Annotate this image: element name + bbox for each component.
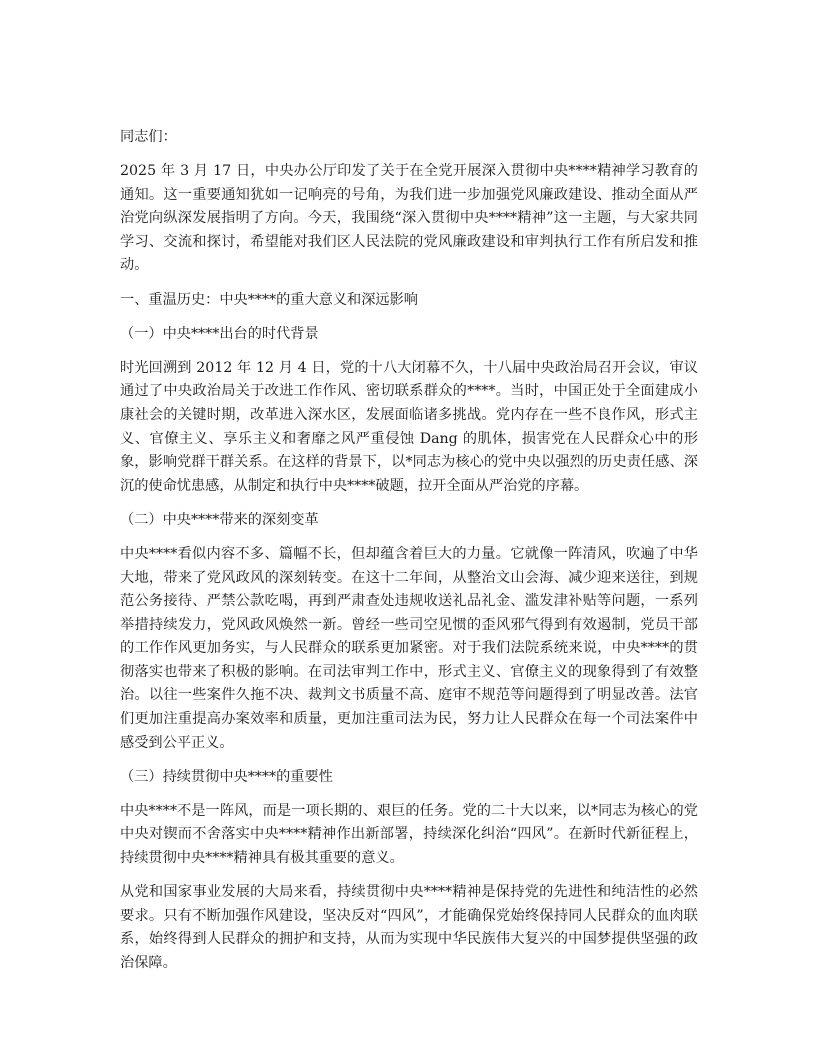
- section-heading-1: 一、重温历史：中央****的重大意义和深远影响: [120, 291, 418, 308]
- document-body: [120, 126, 698, 986]
- paragraph-importance-1: 中央****不是一阵风，而是一项长期的、艰巨的任务。党的二十大以来，以*同志为核心的党中央对锲而不舍落实中央****精神作出新部署，持续深化纠治“四风”。在新时代新征程上，持续贯彻中央****精神具有极其重要的意义。: [120, 802, 698, 867]
- subsection-heading-1: （一）中央****出台的时代背景: [120, 325, 319, 342]
- paragraph-changes: 中央****看似内容不多、篇幅不长，但却蕴含着巨大的力量。它就像一阵清风，吹遍了中华大地，带来了党风政风的深刻转变。在这十二年间，从整治文山会海、减少迎来送往，到规范公务接待、严禁公款吃喝，再到严肃查处违规收送礼品礼金、滥发津补贴等问题，一系列举措持续发力，党风政风焕然一新。曾经一些司空见惯的歪风邪气得到有效遏制，党员干部的工作作风更加务实，与人民群众的联系更加紧密。对于我们法院系统来说，中央****的贯彻落实也带来了积极的影响。在司法审判工作中，形式主义、官僚主义的现象得到了有效整治。以往一些案件久拖不决、裁判文书质量不高、庭审不规范等问题得到了明显改善。法官们更加注重提高办案效率和质量，更加注重司法为民，努力让人民群众在每一个司法案件中感受到公平正义。: [120, 545, 698, 751]
- salutation: 同志们：: [120, 129, 177, 145]
- paragraph-importance-2: 从党和国家事业发展的大局来看，持续贯彻中央****精神是保持党的先进性和纯洁性的必然要求。只有不断加强作风建设，坚决反对“四风”，才能确保党始终保持同人民群众的血肉联系，始终得到人民群众的拥护和支持，从而为实现中华民族伟大复兴的中国梦提供坚强的政治保障。: [120, 884, 698, 971]
- paragraph-background: 时光回溯到 2012 年 12 月 4 日，党的十八大闭幕不久，十八届中央政治局召开会议，审议通过了中央政治局关于改进工作作风、密切联系群众的****。当时，中国正处于全面建成小康社会的关键时期，改革进入深水区，发展面临诸多挑战。党内存在一些不良作风，形式主义、官僚主义、享乐主义和奢靡之风严重侵蚀 Dang 的肌体，损害党在人民群众心中的形象，影响党群干群关系。在这样的背景下，以*同志为核心的党中央以强烈的历史责任感、深沉的使命忧患感，从制定和执行中央****破题，拉开全面从严治党的序幕。: [120, 359, 698, 494]
- subsection-heading-2: （二）中央****带来的深刻变革: [120, 511, 319, 528]
- intro-paragraph: 2025 年 3 月 17 日，中央办公厅印发了关于在全党开展深入贯彻中央****精神学习教育的通知。这一重要通知犹如一记响亮的号角，为我们进一步加强党风廉政建设、推动全面从严治党向纵深发展指明了方向。今天，我围绕“深入贯彻中央****精神”这一主题，与大家共同学习、交流和探讨，希望能对我们区人民法院的党风廉政建设和审判执行工作有所启发和推动。: [120, 163, 698, 274]
- subsection-heading-3: （三）持续贯彻中央****的重要性: [120, 768, 333, 785]
